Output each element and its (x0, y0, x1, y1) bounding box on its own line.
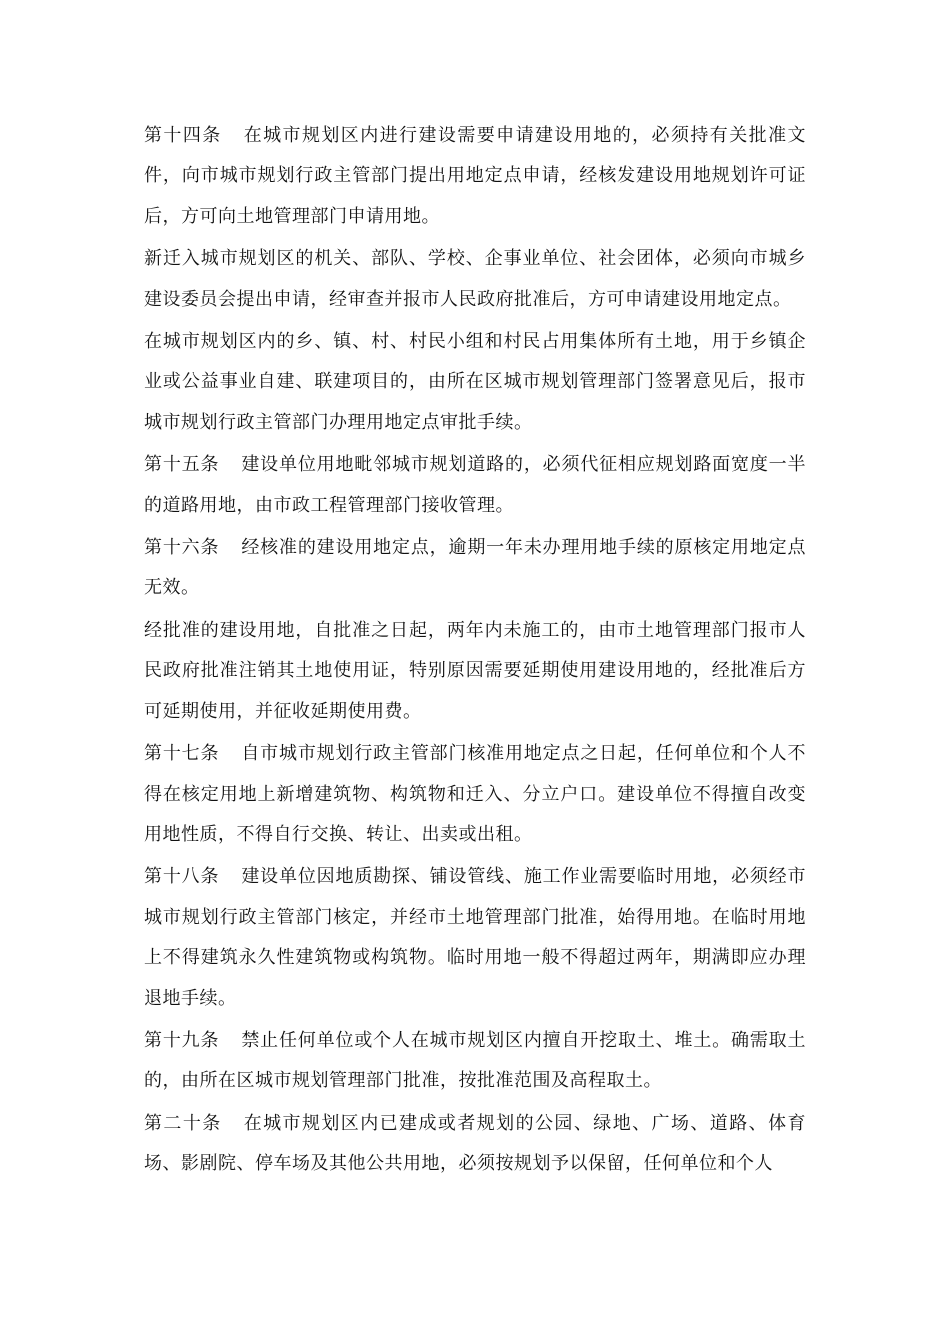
article-number: 第十八条 (144, 866, 220, 888)
paragraph-text: 建设单位用地毗邻城市规划道路的，必须代征相应规划路面宽度一半的道路用地，由市政工程管理部门接收管理。 (144, 454, 807, 516)
document-page (144, 116, 806, 1187)
paragraph-article-19 (144, 1021, 806, 1102)
paragraph-collective-land (144, 322, 806, 443)
paragraph-article-14 (144, 116, 806, 237)
paragraph-relocation (144, 239, 806, 320)
paragraph-article-15 (144, 445, 806, 526)
article-number: 第十五条 (144, 454, 220, 476)
paragraph-article-17 (144, 734, 806, 855)
article-number: 第十四条 (144, 125, 222, 146)
article-number: 第十七条 (144, 743, 220, 765)
article-number: 第二十条 (144, 1112, 222, 1134)
paragraph-article-16 (144, 528, 806, 609)
paragraph-text: 在城市规划区内已建成或者规划的公园、绿地、广场、道路、体育场、影剧院、停车场及其他公共用地，必须按规划予以保留，任何单位和个人 (144, 1112, 806, 1175)
paragraph-text: 经核准的建设用地定点，逾期一年未办理用地手续的原核定用地定点无效。 (144, 537, 807, 599)
paragraph-text: 在城市规划区内进行建设需要申请建设用地的，必须持有关批准文件，向市城市规划行政主管部门提出用地定点申请，经核发建设用地规划许可证后，方可向土地管理部门申请用地。 (144, 125, 806, 227)
paragraph-text: 经批准的建设用地，自批准之日起，两年内未施工的，由市土地管理部门报市人民政府批准注销其土地使用证，特别原因需要延期使用建设用地的，经批准后方可延期使用，并征收延期使用费。 (144, 619, 806, 722)
paragraph-article-18 (144, 857, 806, 1019)
article-number: 第十六条 (144, 537, 220, 559)
paragraph-text: 新迁入城市规划区的机关、部队、学校、企事业单位、社会团体，必须向市城乡建设委员会提出申请，经审查并报市人民政府批准后，方可申请建设用地定点。 (144, 248, 806, 310)
paragraph-text: 在城市规划区内的乡、镇、村、村民小组和村民占用集体所有土地，用于乡镇企业或公益事业自建、联建项目的，由所在区城市规划管理部门签署意见后，报市城市规划行政主管部门办理用地定点审批手续。 (144, 331, 806, 433)
article-number: 第十九条 (144, 1029, 220, 1051)
paragraph-extension (144, 611, 806, 732)
paragraph-text: 自市城市规划行政主管部门核准用地定点之日起，任何单位和个人不得在核定用地上新增建筑物、构筑物和迁入、分立户口。建设单位不得擅自改变用地性质，不得自行交换、转让、出卖或出租。 (144, 743, 807, 845)
paragraph-text: 禁止任何单位或个人在城市规划区内擅自开挖取土、堆土。确需取土的，由所在区城市规划管理部门批准，按批准范围及高程取土。 (144, 1029, 807, 1092)
paragraph-text: 建设单位因地质勘探、铺设管线、施工作业需要临时用地，必须经市城市规划行政主管部门核定，并经市土地管理部门批准，始得用地。在临时用地上不得建筑永久性建筑物或构筑物。临时用地一般不得超过两年，期满即应办理退地手续。 (144, 866, 807, 1009)
paragraph-article-20 (144, 1104, 806, 1185)
